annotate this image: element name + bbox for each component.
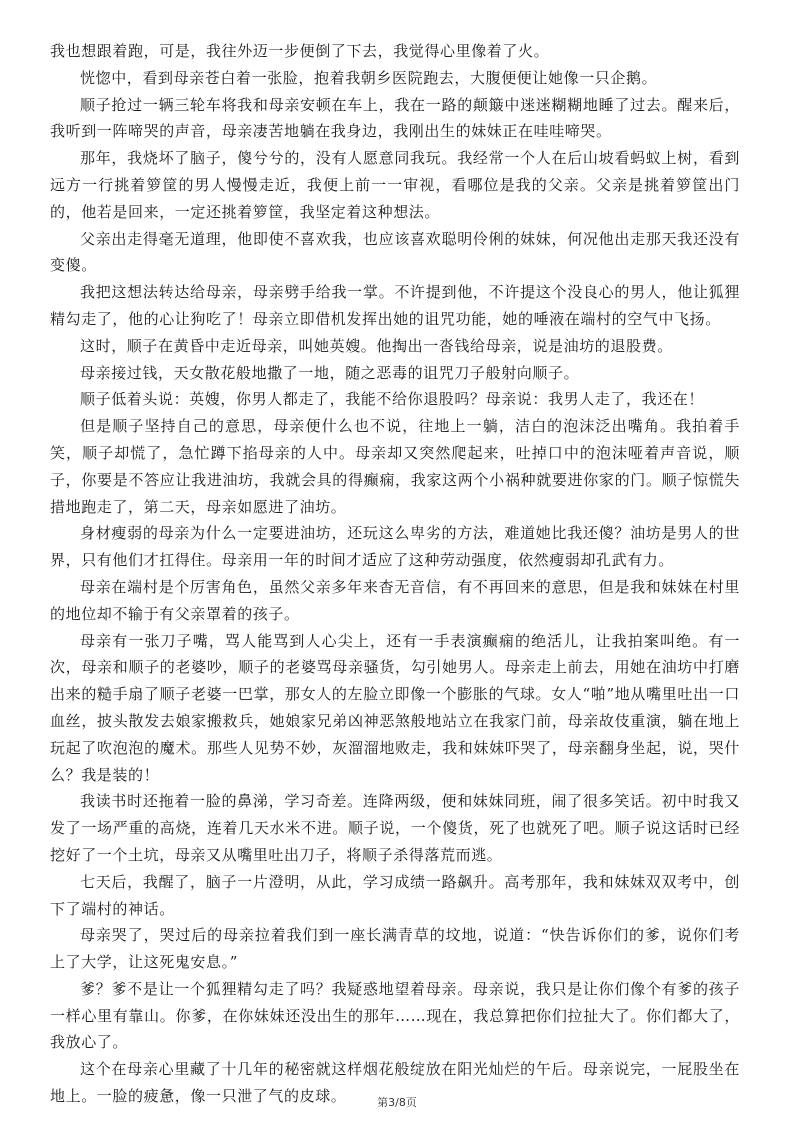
paragraph-13: 母亲有一张刀子嘴，骂人能骂到人心尖上，还有一手表演癫痫的绝活儿，让我拍案叫绝。有一次，母亲和顺子的老婆吵，顺子的老婆骂母亲骚货，勾引她男人。母亲走上前去，用她在油坊中打磨出来的糙手扇了顺子老婆一巴掌，那女人的左脸立即像一个膨胀的气球。女人“啪”地从嘴里吐出一口血丝，披头散发去娘家搬救兵，她娘家兄弟凶神恶煞般地站立在我家门前，母亲故伎重演，躺在地上玩起了吹泡泡的魔术。那些人见势不妙，灰溜溜地败走，我和妹妹吓哭了，母亲翻身坐起，说，哭什么？我是装的！: [50, 631, 740, 784]
page-number: 第3/8页: [377, 1096, 417, 1109]
story-text: [50, 38, 740, 1110]
paragraph-18: 这个在母亲心里藏了十几年的秘密就这样烟花般绽放在阳光灿烂的午后。母亲说完，一屁股坐在地上。一脸的疲惫，像一只泄了气的皮球。: [50, 1060, 740, 1106]
paragraph-8: 母亲接过钱，天女散花般地撒了一地，随之恶毒的诅咒刀子般射向顺子。: [80, 363, 580, 382]
paragraph-10: 但是顺子坚持自己的意思，母亲便什么也不说，往地上一躺，洁白的泡沫泛出嘴角。我拍着手笑，顺子却慌了，急忙蹲下掐母亲的人中。母亲却又突然爬起来，吐掉口中的泡沫哑着声音说，顺子，你要是不答应让我进油坊，我就会具的得癫痫，我家这两个小祸种就要进你家的门。顺子惊慌失措地跑走了，第二天，母亲如愿进了油坊。: [50, 417, 740, 516]
paragraph-7: 这时，顺子在黄昏中走近母亲，叫她英嫂。他掏出一沓钱给母亲，说是油坊的退股费。: [80, 336, 673, 355]
paragraph-6: 我把这想法转达给母亲，母亲劈手给我一掌。不许提到他，不许提这个没良心的男人，他让狐狸精勾走了，他的心让狗吃了！母亲立即借机发挥出她的诅咒功能，她的唾液在端村的空气中飞扬。: [50, 283, 740, 328]
paragraph-2: 恍惚中，看到母亲苍白着一张脸，抱着我朝乡医院跑去，大腹便便让她像一只企鹅。: [80, 68, 658, 87]
paragraph-5: 父亲出走得毫无道理，他即使不喜欢我，也应该喜欢聪明伶俐的妹妹，何况他出走那天我还没有变傻。: [50, 229, 740, 275]
paragraph-4: 那年，我烧坏了脑子，傻兮兮的，没有人愿意同我玩。我经常一个人在后山坡看蚂蚁上树，看到远方一行挑着箩筐的男人慢慢走近，我便上前一一审视，看哪位是我的父亲。父亲是挑着箩筐出门的，他若是回来，一定还挑着箩筐，我坚定着这种想法。: [50, 149, 740, 221]
paragraph-14: 我读书时还拖着一脸的鼻涕，学习奇差。连降两级，便和妹妹同班，闹了很多笑话。初中时我又发了一场严重的高烧，连着几天水米不进。顺子说，一个傻货，死了也就死了吧。顺子说这话时已经挖好了一个土坑，母亲又从嘴里吐出刀子，将顺子杀得落荒而逃。: [50, 792, 740, 864]
paragraph-3: 顺子抢过一辆三轮车将我和母亲安顿在车上，我在一路的颠簸中迷迷糊糊地睡了过去。醒来后，我听到一阵啼哭的声音，母亲凄苦地躺在我身边，我刚出生的妹妹正在哇哇啼哭。: [50, 95, 740, 141]
paragraph-9: 顺子低着头说：英嫂，你男人都走了，我能不给你退股吗？母亲说：我男人走了，我还在！: [80, 390, 705, 409]
paragraph-11: 身材瘦弱的母亲为什么一定要进油坊，还玩这么卑劣的方法，难道她比我还傻？油坊是男人的世界，只有他们才扛得住。母亲用一年的时间才适应了这种劳动强度，依然瘦弱却孔武有力。: [50, 524, 740, 570]
paragraph-1: 我也想跟着跑，可是，我往外迈一步便倒了下去，我觉得心里像着了火。: [50, 42, 550, 60]
paragraph-16: 母亲哭了，哭过后的母亲拉着我们到一座长满青草的坟地，说道：“快告诉你们的爹，说你们考上了大学，让这死鬼安息。”: [50, 926, 740, 972]
paragraph-17: 爹？爹不是让一个狐狸精勾走了吗？我疑惑地望着母亲。母亲说，我只是让你们像个有爹的孩子一样心里有靠山。你爹，在你妹妹还没出生的那年……现在，我总算把你们拉扯大了。你们都大了，我放心了。: [50, 979, 740, 1052]
paragraph-15: 七天后，我醒了，脑子一片澄明，从此，学习成绩一路飙升。高考那年，我和妹妹双双考中，创下了端村的神话。: [50, 872, 740, 918]
paragraph-12: 母亲在端村是个厉害角色，虽然父亲多年来杳无音信，有不再回来的意思，但是我和妹妹在村里的地位却不输于有父亲罩着的孩子。: [50, 577, 740, 623]
